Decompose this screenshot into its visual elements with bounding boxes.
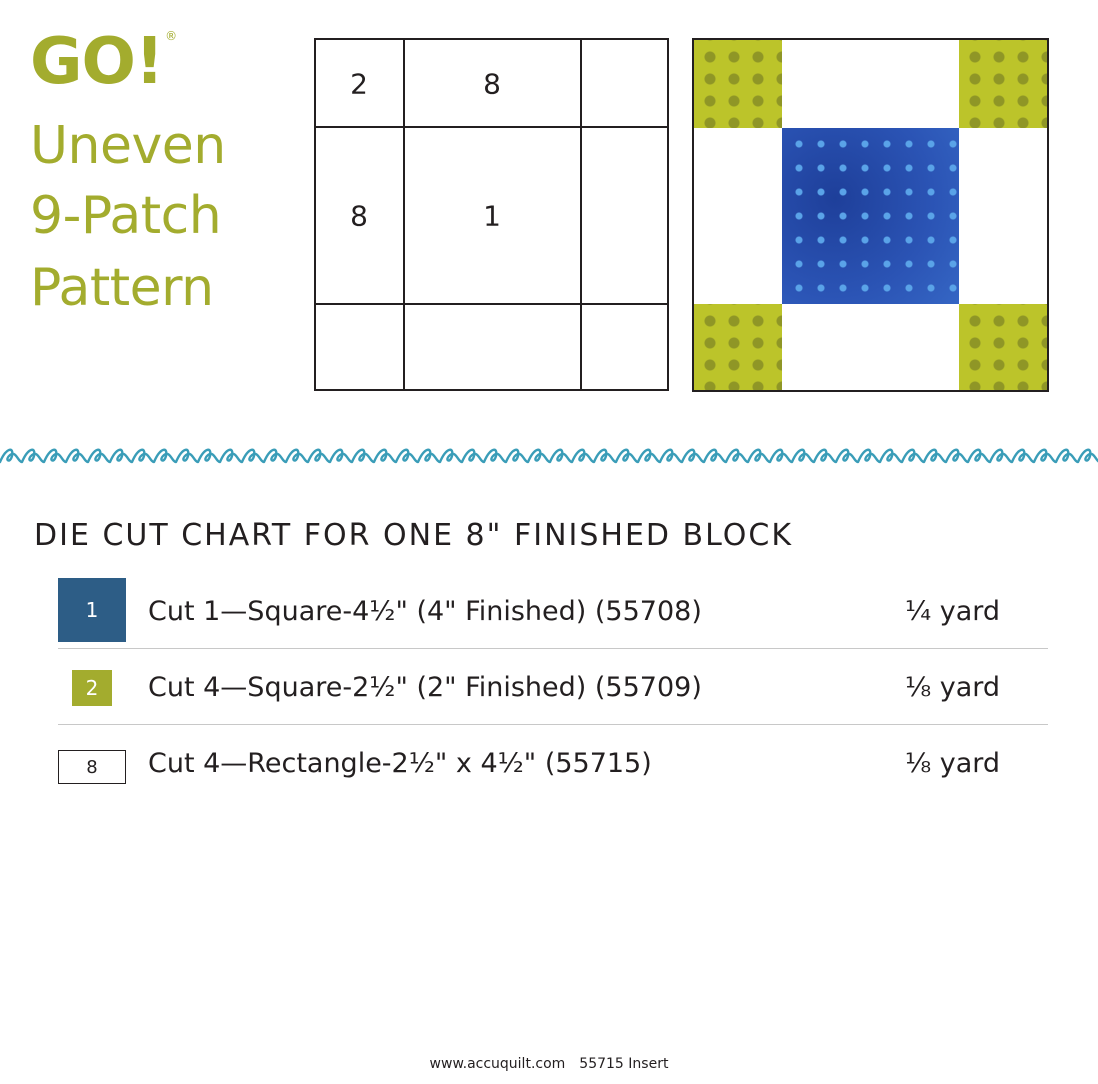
corner-square-bottom-right [959, 304, 1047, 392]
cut-description: Cut 1—Square-4½" (4" Finished) (55708) [148, 596, 702, 627]
row-divider [58, 724, 1048, 725]
corner-square-bottom-left [694, 304, 782, 392]
logo-text: GO! [30, 25, 164, 99]
swatch-square-1: 1 [58, 578, 126, 642]
grid-line [580, 40, 582, 389]
decorative-stitch-line [0, 438, 1098, 478]
yardage: ⅛ yard [905, 672, 1001, 703]
cut-description: Cut 4—Rectangle-2½" x 4½" (55715) [148, 748, 652, 779]
corner-square-top-right [959, 40, 1047, 128]
insert-label: 55715 Insert [579, 1056, 669, 1072]
title-line-1: Uneven [30, 116, 226, 176]
grid-line [316, 126, 667, 128]
chart-heading: DIE CUT CHART FOR ONE 8" FINISHED BLOCK [34, 518, 794, 553]
finished-block-image [692, 38, 1049, 392]
diagram-label-corner: 2 [350, 67, 368, 101]
diagram-label-side-rectangle: 8 [350, 199, 368, 233]
yardage: ¼ yard [905, 596, 1001, 627]
diagram-label-top-rectangle: 8 [483, 67, 501, 101]
yardage: ⅛ yard [905, 748, 1001, 779]
cut-row-1 [0, 574, 1098, 650]
grid-line [316, 303, 667, 305]
cut-row-2 [0, 650, 1098, 726]
title-line-3: Pattern [30, 258, 214, 318]
swatch-rectangle-8: 8 [58, 750, 126, 784]
corner-square-top-left [694, 40, 782, 128]
go-logo [30, 25, 177, 99]
cut-description: Cut 4—Square-2½" (2" Finished) (55709) [148, 672, 702, 703]
swatch-square-2: 2 [72, 670, 112, 706]
registered-mark: ® [165, 29, 177, 43]
cut-row-3 [0, 726, 1098, 802]
diagram-label-center: 1 [483, 199, 501, 233]
title-line-2: 9-Patch [30, 186, 222, 246]
center-square [782, 128, 959, 304]
block-layout-diagram [314, 38, 669, 391]
row-divider [58, 648, 1048, 649]
footer [0, 1056, 1098, 1072]
grid-line [403, 40, 405, 389]
website-link[interactable]: www.accuquilt.com [429, 1056, 566, 1072]
